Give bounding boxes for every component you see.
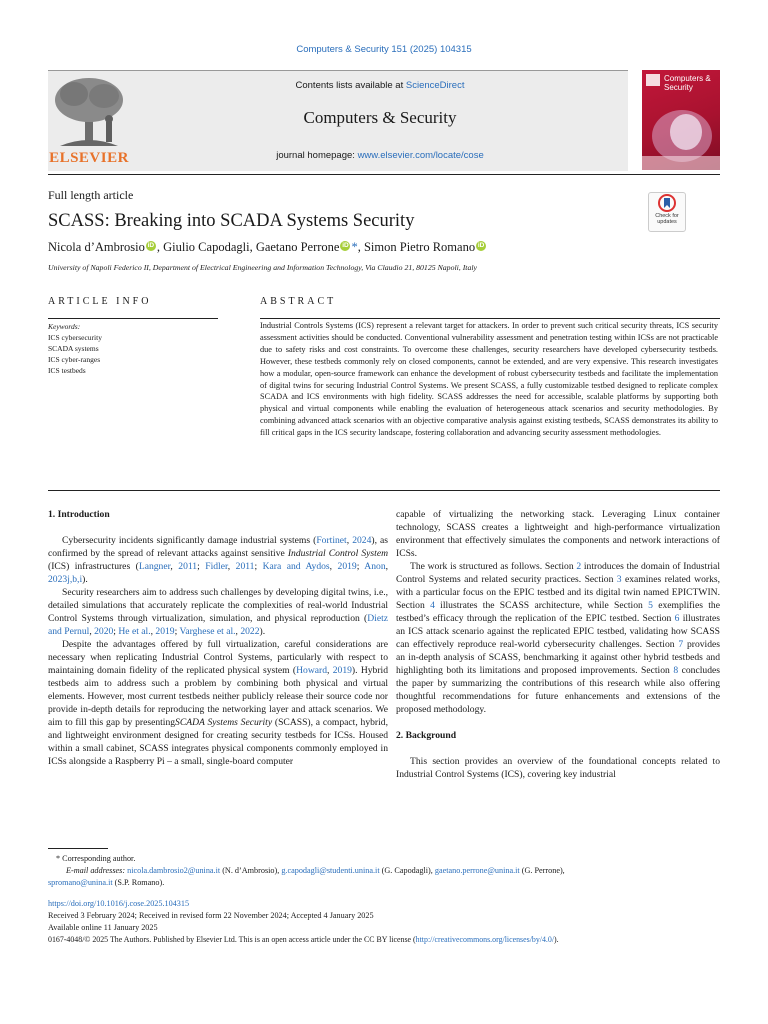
citation-link[interactable]: Dietz and Pernul	[48, 613, 388, 637]
journal-homepage: journal homepage: www.elsevier.com/locate/cose	[276, 150, 484, 161]
section-link[interactable]: 8	[673, 665, 679, 676]
section-link[interactable]: 5	[648, 600, 653, 611]
citation-link[interactable]: 2023j,b,i	[48, 574, 83, 585]
citation-link[interactable]: Kara and Aydos	[262, 561, 330, 572]
email-link[interactable]: g.capodagli@studenti.unina.it	[281, 866, 380, 875]
bookmark-icon	[649, 193, 685, 213]
section-heading: 1. Introduction	[48, 509, 110, 520]
journal-title: Computers & Security	[303, 108, 457, 127]
corresponding-mark[interactable]: *	[351, 240, 358, 254]
article-title: SCASS: Breaking into SCADA Systems Security	[48, 211, 415, 231]
citation-link[interactable]: Langner	[138, 561, 171, 572]
body-right-column	[396, 508, 720, 781]
citation-link[interactable]: 2024	[352, 535, 372, 546]
keyword-item: SCADA systems	[48, 344, 99, 353]
paragraph: capable of virtualizing the networking stack. Leveraging Linux container technology, SCASS creates a lightweight and high-performance virtualization environment that effectively simulates the components and network interactions of ICSs.	[396, 509, 720, 559]
running-head[interactable]: Computers & Security 151 (2025) 104315	[296, 44, 472, 55]
citation-link[interactable]: 2020	[94, 626, 114, 637]
email-link[interactable]: spromano@unina.it	[48, 878, 113, 887]
citation-link[interactable]: Fidler	[205, 561, 228, 572]
citation-link[interactable]: 2011	[178, 561, 198, 572]
abstract-heading: ABSTRACT	[260, 296, 337, 307]
citation-link[interactable]: Fortinet	[316, 535, 347, 546]
paragraph: Cybersecurity incidents significantly damage industrial systems (Fortinet, 2024), as confirmed by the spread of relevant attacks against sensitive Industrial Control System (ICS) infrastructures (Langner, 2011; Fidler, 2011; Kara and Aydos, 2019; Anon, 2023j,b,i).	[48, 535, 389, 585]
abstract-text: Industrial Controls Systems (ICS) represent a relevant target for attackers. In order to prevent such critical security threats, ICS security assessment activities should be conducted. Conventional vulnerability assessment and penetration testing within ICSs are not practicable due to safety risks and cost constraints. To overcome these challenges, security researchers have developed cybersecurity testbeds. However, these testbeds commonly rely on closed components, cannot be extended, and are very expensive. This research investigates how a modular, open-source framework can enhance the development of robust cybersecurity testbeds and facilitate the implementation of digital twins for securing Industrial Control Systems. We present SCASS, a fully customizable testbed designed to replicate complex SCADA and ICS environments with high fidelity. SCASS addresses the need for accessible, scalable platforms by supporting both physical and virtual components while enabling the evaluation of heterogeneous attack scenarios and security methodologies. By combining advanced attack scenarios with an objective comparative analysis against existing testbeds, SCASS demonstrates its ability to fill critical gaps in the ICS security landscape, fostering collaboration and advancing security assessment methodologies.	[260, 321, 718, 438]
citation-link[interactable]: 2019	[337, 561, 357, 572]
citation-link[interactable]: Howard	[296, 665, 328, 676]
section-link[interactable]: 7	[678, 639, 684, 650]
orcid-icon[interactable]: iD	[147, 242, 155, 249]
keyword-item: ICS cybersecurity	[48, 333, 102, 342]
available-online: Available online 11 January 2025	[48, 923, 158, 932]
paragraph: This section provides an overview of the foundational concepts related to Industrial Control Systems (ICS), covering key industrial	[396, 756, 720, 780]
author-name[interactable]: Simon Pietro Romano	[363, 240, 476, 254]
email-link[interactable]: nicola.dambrosio2@unina.it	[127, 866, 221, 875]
citation-link[interactable]: Varghese et al.	[179, 626, 236, 637]
section-link[interactable]: 4	[430, 600, 435, 611]
section-link[interactable]: 3	[616, 574, 622, 585]
check-for-updates-label: Check for updates	[655, 213, 679, 225]
orcid-icon[interactable]: iD	[477, 242, 485, 249]
masthead-rule	[48, 174, 720, 175]
email-addresses-cont: spromano@unina.it (S.P. Romano).	[48, 878, 165, 887]
keyword-item: ICS cyber-ranges	[48, 355, 101, 364]
citation-link[interactable]: Anon	[364, 561, 386, 572]
section-link[interactable]: 6	[674, 613, 680, 624]
cover-title: Computers & Security	[664, 74, 711, 92]
author-list: Nicola d’Ambrosio iD , Giulio Capodagli, Gaetano Perrone iD *, Simon Pietro Romano iD	[48, 240, 485, 254]
section-link[interactable]: 2	[576, 561, 582, 572]
body-left-column	[48, 508, 388, 768]
author-name[interactable]: Giulio Capodagli	[163, 240, 250, 254]
corresponding-author-note: * Corresponding author.	[56, 854, 136, 863]
email-addresses: E-mail addresses: nicola.dambrosio2@unina.it (N. d’Ambrosio), g.capodagli@studenti.unina.it (G. Capodagli), gaetano.perrone@unina.it (G. Perrone),	[66, 866, 565, 875]
citation-link[interactable]: 2019	[155, 626, 175, 637]
check-for-updates-button[interactable]	[648, 192, 686, 232]
paragraph: The work is structured as follows. Section 2 introduces the domain of Industrial Control Systems and related security practices. Section 3 examines related works, with a particular focus on the EPIC testbed and its digital twin named EPICTWIN. Section 4 illustrates the SCASS architecture, while Section 5 exemplifies the testbed’s efficacy through the replication of the EPIC testbed. Section 6 illustrates an ICS attack scenario against the replicated EPIC testbed, validating how SCASS can effectively reproduce real-world cybersecurity challenges. Section 7 provides an in-depth analysis of SCASS, benchmarking it against other hybrid testbeds and highlighting both its limitations and proposed improvements. Section 8 concludes the paper by summarizing the contributions of this research while also offering thoughtful recommendations for future enhancements and extensions of the proposed methodology.	[396, 561, 720, 715]
author-name[interactable]: Nicola d’Ambrosio	[48, 240, 145, 254]
author-name[interactable]: Gaetano Perrone	[255, 240, 340, 254]
section-heading: 2. Background	[396, 730, 457, 741]
email-link[interactable]: gaetano.perrone@unina.it	[434, 866, 520, 875]
article-type: Full length article	[48, 188, 134, 202]
received-dates: Received 3 February 2024; Received in revised form 22 November 2024; Accepted 4 January 2025	[48, 911, 374, 920]
abstract-rule	[260, 318, 720, 319]
article-info-rule	[48, 318, 218, 319]
homepage-link[interactable]: www.elsevier.com/locate/cose	[357, 150, 484, 161]
license-link[interactable]: http://creativecommons.org/licenses/by/4.0/	[415, 935, 555, 944]
orcid-icon[interactable]: iD	[342, 242, 349, 249]
affiliation: University of Napoli Federico II, Department of Electrical Engineering and Information Technology, Via Claudio 21, 80125 Napoli, Italy	[48, 263, 477, 272]
paragraph: Security researchers aim to address such challenges by developing digital twins, i.e., detailed simulations that accurately replicate the complexities of real-world Industrial Control Systems through virtualization, simulation, and physical reproduction (Dietz and Pernul, 2020; He et al., 2019; Varghese et al., 2022).	[48, 587, 388, 637]
citation-link[interactable]: He et al.	[118, 626, 151, 637]
sciencedirect-link[interactable]: ScienceDirect	[405, 80, 465, 91]
contents-line: Contents lists available at ScienceDirect	[295, 80, 465, 91]
footnote-rule	[48, 848, 108, 849]
abstract-bottom-rule	[48, 490, 720, 491]
paragraph: Despite the advantages offered by full virtualization, careful considerations are necessary when replicating Industrial Control Systems, particularly with respect to maintaining domain fidelity of the replicated physical system (Howard, 2019). Hybrid testbeds aim to address such a problem by combining both physical and virtual elements. However, most current testbeds neither publicly release their source code nor provide in-depth details for reproducing the networking layer and attack scenarios. We aim to fill this gap by presentingSCADA Systems Security (SCASS), a compact, hybrid, and lightweight environment designed for creating security testbeds for ICSs. Housed within a small cabinet, SCASS integrates physical components commonly employed in ICSs alongside a Raspberry Pi – a small, single-board computer	[48, 639, 389, 767]
keyword-item: ICS testbeds	[48, 366, 86, 375]
article-info-heading: ARTICLE INFO	[48, 296, 152, 307]
citation-link[interactable]: 2019	[332, 665, 352, 676]
citation-link[interactable]: 2011	[235, 561, 255, 572]
doi-link[interactable]: https://doi.org/10.1016/j.cose.2025.104315	[48, 899, 190, 908]
keywords-label: Keywords:	[48, 322, 81, 331]
elsevier-wordmark: ELSEVIER	[49, 150, 129, 166]
license-line: 0167-4048/© 2025 The Authors. Published by Elsevier Ltd. This is an open access article under the CC BY license (http://creativecommons.org/licenses/by/4.0/).	[48, 935, 559, 944]
citation-link[interactable]: 2022	[240, 626, 260, 637]
